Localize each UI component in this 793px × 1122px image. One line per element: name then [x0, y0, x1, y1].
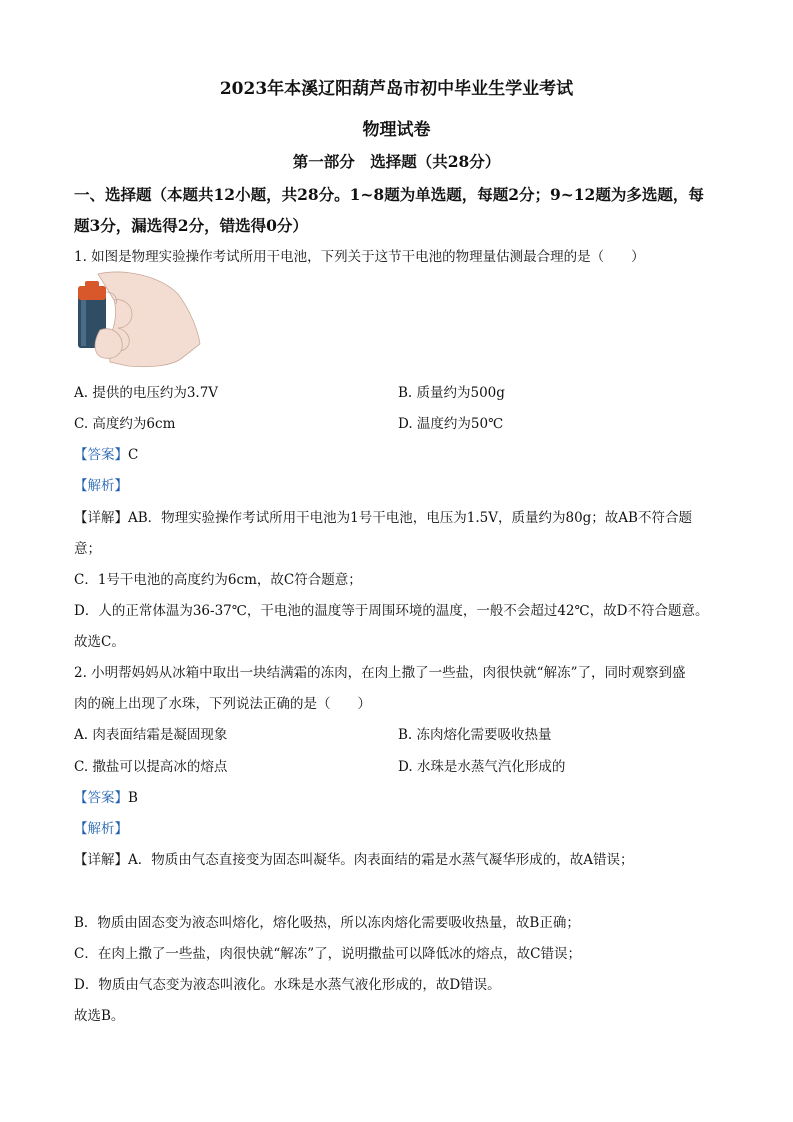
q2-analysis-tag: 【解析】: [74, 821, 128, 837]
q1-option-c: C. 高度约为6cm: [74, 416, 176, 432]
q2-detail-line5: 故选B。: [74, 1008, 125, 1024]
q1-option-d: D. 温度约为50℃: [398, 416, 504, 432]
q2-answer: [74, 786, 138, 806]
exam-title: 2023年本溪辽阳葫芦岛市初中毕业生学业考试: [219, 79, 574, 99]
answer-tag: 【答案】: [74, 447, 128, 463]
q2-stem-line2: 肉的碗上出现了水珠，下列说法正确的是（ ）: [74, 696, 371, 712]
q1-answer: [74, 443, 138, 463]
q1-analysis-tag: 【解析】: [74, 478, 128, 494]
q2-answer-value: B: [128, 790, 138, 806]
q1-option-a: A. 提供的电压约为3.7V: [74, 385, 219, 401]
q1-detail-line2: 意；: [74, 541, 101, 557]
q2-detail-line1: [74, 848, 634, 868]
q2-detail-line3: C．在肉上撒了一些盐，肉很快就“解冻”了，说明撒盐可以降低冰的熔点，故C错误；: [74, 946, 581, 962]
q1-detail-line1: [74, 506, 692, 526]
part-heading: 第一部分 选择题（共28分）: [292, 152, 501, 171]
q2-option-c: C. 撒盐可以提高冰的熔点: [74, 759, 228, 775]
detail-tag: 【详解】: [74, 852, 128, 868]
q2-detail-text1: A．物质由气态直接变为固态叫凝华。肉表面结的霜是水蒸气凝华形成的，故A错误；: [128, 852, 634, 868]
exam-subtitle: 物理试卷: [362, 120, 431, 140]
q1-answer-value: C: [128, 447, 139, 463]
q1-detail-line3: C．1号干电池的高度约为6cm，故C符合题意；: [74, 572, 362, 588]
q2-option-d: D. 水珠是水蒸气汽化形成的: [398, 759, 566, 775]
q2-detail-line2: B．物质由固态变为液态叫熔化，熔化吸热，所以冻肉熔化需要吸收热量，故B正确；: [74, 915, 580, 931]
section-instructions-line1: 一、选择题（本题共12小题，共28分。1~8题为单选题，每题2分；9~12题为多选题，每: [74, 185, 704, 204]
q2-stem-line1: 2. 小明帮妈妈从冰箱中取出一块结满霜的冻肉，在肉上撒了一些盐，肉很快就“解冻”了，同时观察到盛: [74, 665, 686, 681]
q1-detail-text1: AB．物理实验操作考试所用干电池为1号干电池，电压为1.5V，质量约为80g；故AB不符合题: [128, 510, 692, 526]
answer-tag: 【答案】: [74, 790, 128, 806]
q2-option-b: B. 冻肉熔化需要吸收热量: [398, 727, 552, 743]
q1-detail-line5: 故选C。: [74, 634, 125, 650]
detail-tag: 【详解】: [74, 510, 128, 526]
q2-detail-line4: D．物质由气态变为液态叫液化。水珠是水蒸气液化形成的，故D错误。: [74, 977, 501, 993]
q2-option-a: A. 肉表面结霜是凝固现象: [74, 727, 228, 743]
section-instructions-line2: 题3分，漏选得2分，错选得0分）: [74, 216, 308, 235]
q1-detail-line4: D．人的正常体温为36-37℃，干电池的温度等于周围环境的温度，一般不会超过42℃，故D不符合题意。: [74, 603, 709, 619]
q1-stem: 1. 如图是物理实验操作考试所用干电池，下列关于这节干电池的物理量估测最合理的是（ ）: [74, 249, 645, 265]
q1-option-b: B. 质量约为500g: [398, 385, 505, 401]
battery-in-hand-illustration: [70, 270, 202, 370]
